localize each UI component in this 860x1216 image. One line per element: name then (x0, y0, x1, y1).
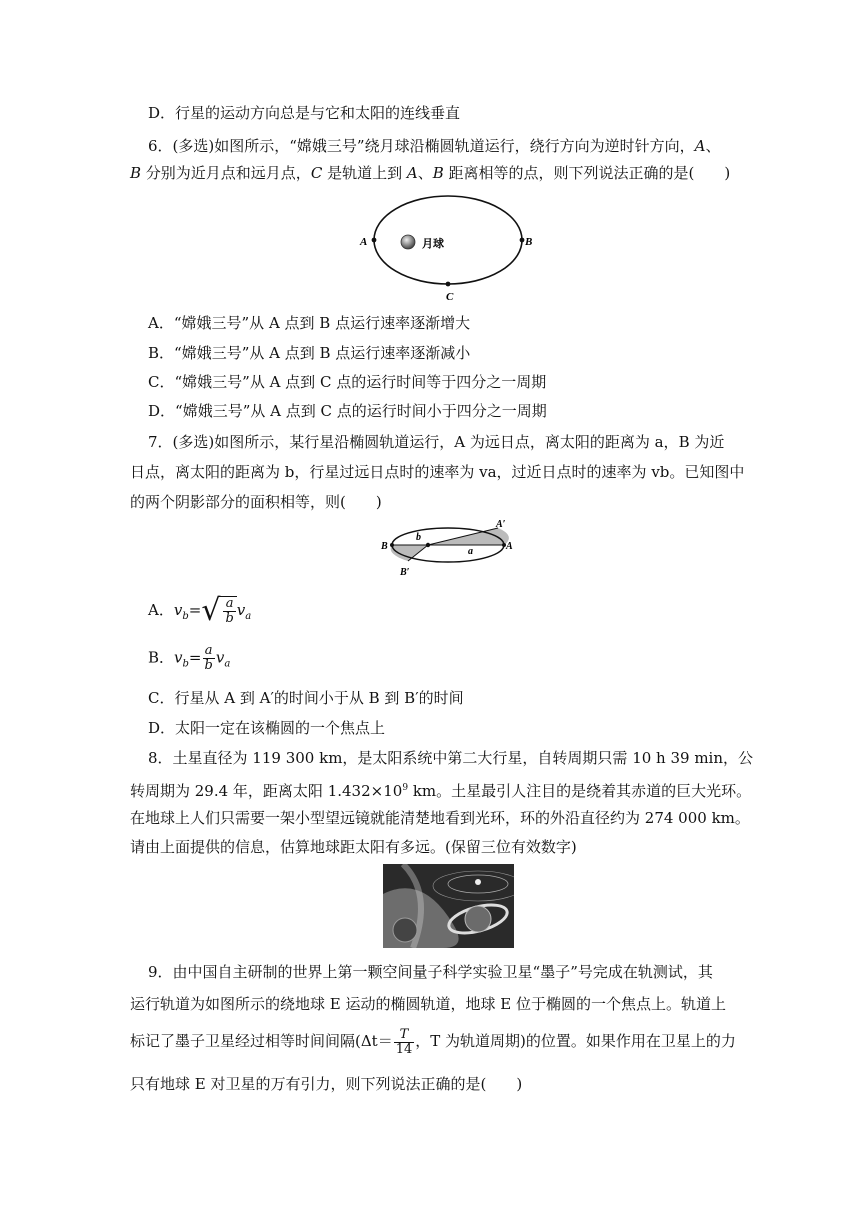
q9-line3 (130, 1026, 736, 1057)
q6-b: B (130, 164, 142, 182)
q6-s1: 分别为近月点和远月点， (141, 164, 311, 182)
q6-s2: 是轨道上到 (322, 164, 407, 182)
q7-label-a-prime: A′ (496, 519, 506, 530)
q7-option-c: C．行星从 A 到 A′的时间小于从 B 到 B′的时间 (148, 689, 464, 707)
q7-option-d: D．太阳一定在该椭圆的一个焦点上 (148, 719, 386, 737)
q7-shaded-region-b (391, 545, 428, 561)
q7-b-eq: = (188, 648, 202, 667)
q8-line2-sup: 9 (402, 783, 409, 793)
q6-b2: B (432, 164, 444, 182)
saturn-image (383, 864, 514, 948)
q7-a-den: b (225, 611, 234, 626)
q6-orbit-ellipse (374, 196, 522, 284)
q9-line3a: 标记了墨子卫星经过相等时间间隔(Δt＝ (130, 1032, 393, 1050)
q6-option-d: D．“嫦娥三号”从 A 点到 C 点的运行时间小于四分之一周期 (148, 402, 547, 420)
q9-num: T (394, 1028, 415, 1043)
q8-line4: 请由上面提供的信息，估算地球距太阳有多远。(保留三位有效数字) (130, 838, 577, 856)
q7-b-va-sub: a (224, 658, 231, 670)
q6-option-b: B．“嫦娥三号”从 A 点到 B 点运行速率逐渐减小 (148, 344, 471, 362)
q7-label-b-dist: b (416, 532, 421, 543)
q6-s4: 距离相等的点，则下列说法正确的是( ) (443, 164, 731, 182)
q6-stem-line1-text: 6．(多选)如图所示，“嫦娥三号”绕月球沿椭圆轨道运行，绕行方向为逆时针方向， (148, 137, 695, 155)
q6-c: C (310, 164, 323, 182)
q8-line2b: km。土星最引人注目的是绕着其赤道的巨大光环。 (408, 782, 752, 800)
q7-a-eq: = (188, 601, 202, 619)
q7-b-vb: v (174, 648, 183, 667)
q6-option-a: A．“嫦娥三号”从 A 点到 B 点运行速率逐渐增大 (148, 314, 471, 332)
q7-option-a-prefix: A． (148, 601, 174, 619)
q7-a-va: v (236, 601, 246, 619)
q6-label-a: A (360, 236, 368, 248)
q7-b-fraction (203, 644, 215, 673)
q6-option-c: C．“嫦娥三号”从 A 点到 C 点的运行时间等于四分之一周期 (148, 373, 547, 391)
saturn-photo (383, 864, 514, 948)
q7-a-vb-sub: b (182, 611, 189, 622)
q7-point-b (390, 543, 394, 547)
q8-line1: 8．土星直径为 119 300 km，是太阳系统中第二大行星，自转周期只需 10 h 39 min，公 (148, 749, 754, 767)
q6-point-c (446, 282, 451, 287)
q6-label-moon: 月球 (422, 237, 444, 250)
q6-label-b: B (525, 236, 533, 248)
q7-option-b (148, 644, 230, 678)
q6-label-c: C (446, 291, 454, 302)
q6-orbit-figure (350, 192, 550, 302)
q6-a: A (406, 164, 418, 182)
q6-s3: 、 (417, 164, 433, 182)
q7-sun-point (426, 543, 430, 547)
sqrt-radical-icon: √ (201, 593, 221, 628)
q7-label-b-point: B (381, 541, 388, 552)
q6-point-a (372, 238, 377, 243)
q9-line3b: ，T 为轨道周期)的位置。如果作用在卫星上的力 (415, 1032, 736, 1050)
q7-b-num: a (203, 644, 215, 659)
q7-label-b-prime: B′ (400, 567, 410, 578)
q6-stem-line2 (130, 163, 730, 183)
q7-label-a-dist: a (468, 546, 473, 557)
q9-line1: 9．由中国自主研制的世界上第一颗空间量子科学实验卫星“墨子”号完成在轨测试，其 (148, 963, 713, 981)
q7-stem-line1: 7．(多选)如图所示，某行星沿椭圆轨道运行，A 为远日点，离太阳的距离为 a，B 为近 (148, 433, 725, 451)
q7-option-a (148, 593, 252, 630)
q8-line2 (130, 778, 751, 801)
q7-a-fraction (223, 597, 235, 626)
q6-point-b (520, 238, 525, 243)
q7-b-vb-sub: b (182, 658, 189, 670)
q7-a-va-sub: a (245, 611, 252, 622)
q7-label-a-point: A (506, 541, 513, 552)
q7-b-den: b (204, 658, 213, 673)
q7-option-b-prefix: B． (148, 648, 175, 667)
q9-den: 14 (395, 1041, 413, 1057)
q7-stem-line3: 的两个阴影部分的面积相等，则( ) (130, 493, 382, 511)
q6-stem-line1: 6．(多选)如图所示，“嫦娥三号”绕月球沿椭圆轨道运行，绕行方向为逆时针方向，A、 (148, 137, 721, 155)
q7-a-num: a (223, 597, 235, 612)
q9-fraction (394, 1028, 415, 1057)
q7-a-vb: v (173, 601, 183, 619)
q6-stem-line1-a: A (694, 137, 706, 155)
q7-orbit-figure (378, 518, 518, 580)
q9-line4: 只有地球 E 对卫星的万有引力，则下列说法正确的是( ) (130, 1075, 523, 1093)
q8-line3: 在地球上人们只需要一架小型望远镜就能清楚地看到光环，环的外沿直径约为 274 000 km。 (130, 809, 750, 827)
q7-b-va: v (215, 648, 225, 667)
q7-a-sqrt-body (220, 596, 236, 626)
q6-moon-icon (401, 235, 415, 249)
q5-option-d: D．行星的运动方向总是与它和太阳的连线垂直 (148, 104, 461, 122)
q9-line2: 运行轨道为如图所示的绕地球 E 运动的椭圆轨道，地球 E 位于椭圆的一个焦点上。轨道上 (130, 995, 726, 1013)
q8-line2a: 转周期为 29.4 年，距离太阳 1.432×10 (130, 782, 403, 800)
q7-stem-line2: 日点，离太阳的距离为 b，行星过远日点时的速率为 va，过近日点时的速率为 vb。已知图中 (130, 463, 745, 481)
